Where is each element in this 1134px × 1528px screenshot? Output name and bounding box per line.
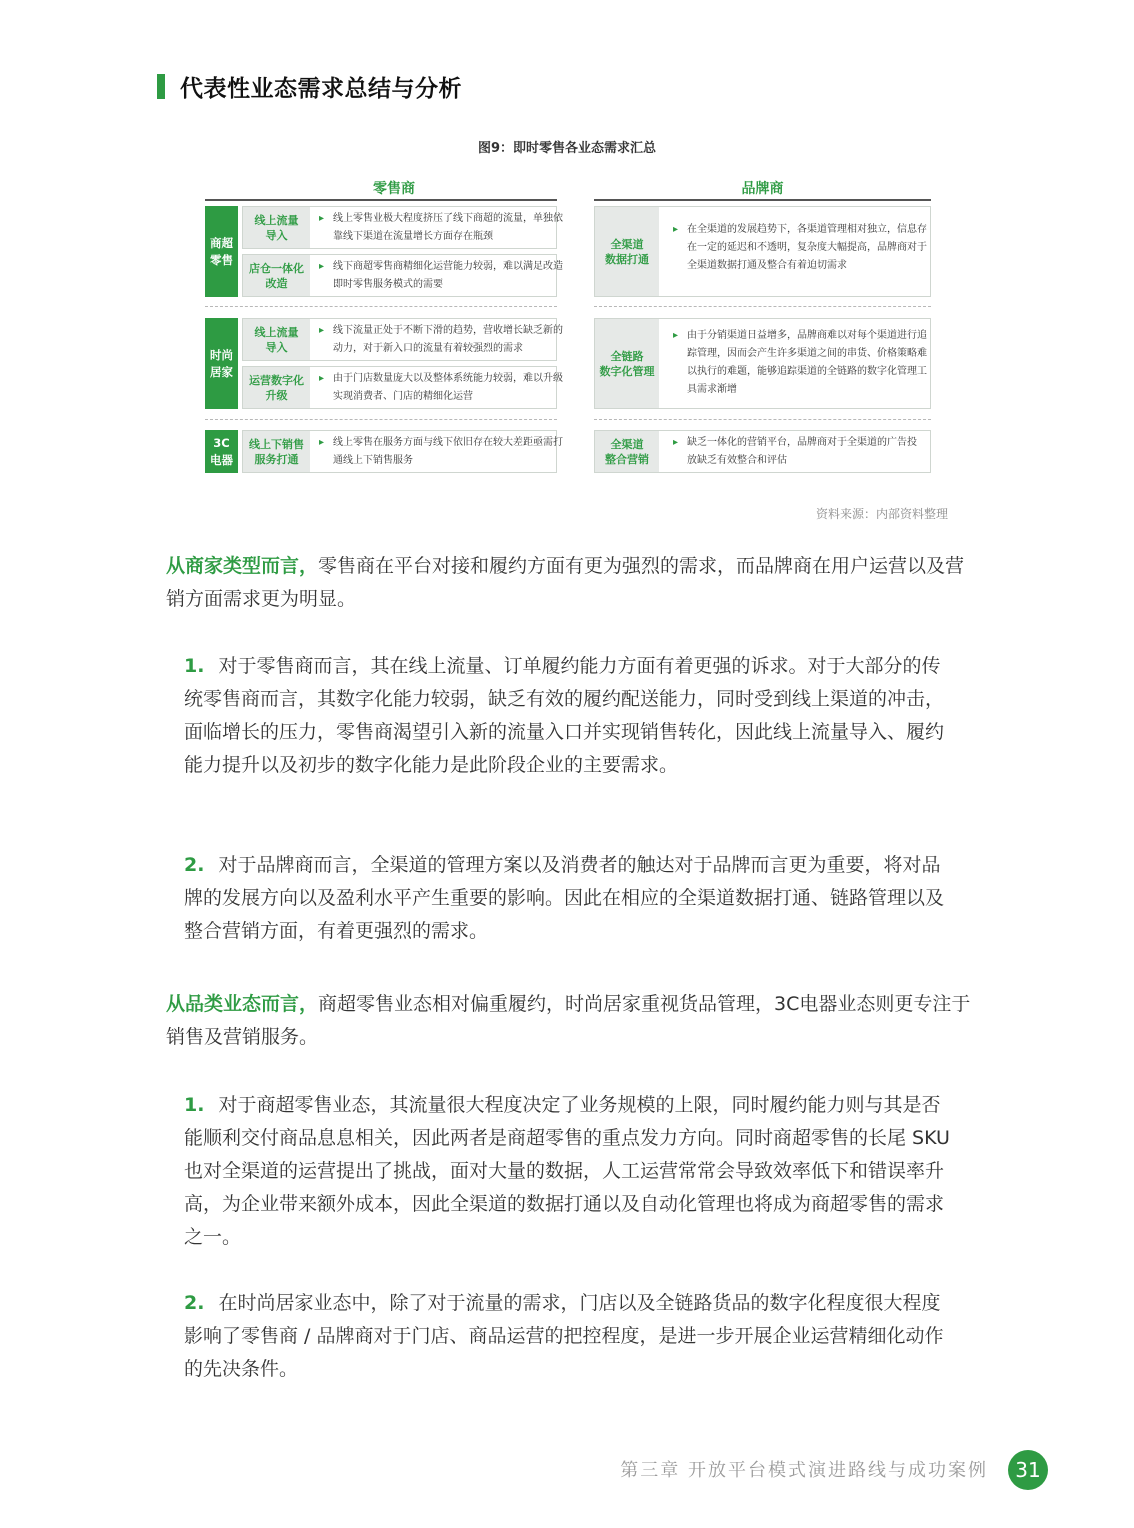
item-label: 全渠道 整合营销	[595, 431, 659, 472]
retailer-item	[242, 254, 563, 297]
list-text: 对于零售商而言，其在线上流量、订单履约能力方面有着更强的诉求。对于大部分的传统零售商而言，其数字化能力较弱，缺乏有效的履约配送能力，同时受到线上渠道的冲击，面临增长的压力，零售商渴望引入新的流量入口并实现销售转化，因此线上流量导入、履约能力提升以及初步的数字化能力是此阶段企业的主要需求。	[184, 655, 945, 776]
item-label: 线上下销售 服务打通	[243, 431, 310, 472]
item-text: ▸ 由于门店数量庞大以及整体系统能力较弱，难以升级 实现消费者、门店的精细化运营	[319, 370, 563, 406]
list-number: 1.	[184, 655, 205, 677]
item-text: ▸ 在全渠道的发展趋势下，各渠道管理相对独立，信息存在一定的延迟和不透明，复杂度大幅提高，品牌商对于全渠道数据打通及整合有着迫切需求	[673, 221, 935, 275]
figure-source: 资料来源：内部资料整理	[815, 507, 948, 521]
footer-chapter: 第三章 开放平台模式演进路线与成功案例	[620, 1460, 988, 1481]
paragraph-text: 零售商在平台对接和履约方面有更为强烈的需求，而品牌商在用户运营以及营销方面需求更为明显。	[166, 555, 965, 610]
heading-accent-bar	[157, 74, 165, 99]
brand-column-title: 品牌商	[741, 181, 784, 197]
brand-item	[594, 430, 931, 473]
item-label: 运营数字化 升级	[243, 367, 310, 408]
item-label: 线上流量 导入	[243, 319, 310, 360]
retailer-column-rule	[205, 199, 557, 201]
page-number: 31	[1008, 1450, 1048, 1490]
group-separator	[594, 306, 931, 307]
item-text: ▸ 线下流量正处于不断下滑的趋势，营收增长缺乏新的动力，对于新入口的流量有着较强烈的需求	[319, 322, 563, 358]
item-label: 线上流量 导入	[243, 207, 310, 248]
list-item	[184, 1287, 956, 1386]
lead-phrase: 从品类业态而言，	[166, 993, 319, 1015]
group-separator	[205, 306, 557, 307]
section-heading: 代表性业态需求总结与分析	[180, 76, 462, 102]
brand-item	[594, 318, 931, 409]
list-number: 1.	[184, 1094, 205, 1116]
retailer-item	[242, 430, 563, 473]
list-text: 在时尚居家业态中，除了对于流量的需求，门店以及全链路货品的数字化程度很大程度影响了零售商 / 品牌商对于门店、商品运营的把控程度，是进一步开展企业运营精细化动作的先决条件。	[184, 1292, 944, 1380]
list-text: 对于商超零售业态，其流量很大程度决定了业务规模的上限，同时履约能力则与其是否能顺利交付商品息息相关，因此两者是商超零售的重点发力方向。同时商超零售的长尾 SKU 也对全渠道的运营提出了挑战，面对大量的数据，人工运营常常会导致效率低下和错误率升高，为企业带来额外成本，因此全渠道的数据打通以及自动化管理也将成为商超零售的需求之一。	[184, 1094, 950, 1248]
item-text: ▸ 线上零售在服务方面与线下依旧存在较大差距亟需打通线上下销售服务	[319, 434, 563, 470]
paragraph-text: 商超零售业态相对偏重履约，时尚居家重视货品管理，3C电器业态则更专注于销售及营销服务。	[166, 993, 971, 1048]
list-text: 对于品牌商而言，全渠道的管理方案以及消费者的触达对于品牌而言更为重要，将对品牌的发展方向以及盈利水平产生重要的影响。因此在相应的全渠道数据打通、链路管理以及整合营销方面，有着更强烈的需求。	[184, 854, 945, 942]
item-text: ▸ 缺乏一体化的营销平台，品牌商对于全渠道的广告投放缺乏有效整合和评估	[673, 434, 925, 470]
lead-phrase: 从商家类型而言，	[166, 555, 319, 577]
item-text: ▸ 由于分销渠道日益增多，品牌商难以对每个渠道进行追踪管理，因而会产生许多渠道之间的串货、价格策略难以执行的难题，能够追踪渠道的全链路的数字化管理工具需求渐增	[673, 327, 935, 399]
item-label: 全链路 数字化管理	[595, 319, 659, 408]
paragraph-merchant-type	[166, 550, 976, 616]
list-number: 2.	[184, 854, 205, 876]
item-label: 店仓一体化 改造	[243, 255, 310, 296]
list-item	[184, 849, 956, 948]
list-item	[184, 650, 956, 782]
brand-column-rule	[594, 199, 931, 201]
retailer-item	[242, 366, 563, 409]
item-label: 全渠道 数据打通	[595, 207, 659, 296]
paragraph-category	[166, 988, 976, 1054]
item-text: ▸ 线上零售业极大程度挤压了线下商超的流量，单独依靠线下渠道在流量增长方面存在瓶颈	[319, 210, 563, 246]
group-label-supermarket: 商超 零售	[205, 206, 238, 297]
brand-item	[594, 206, 931, 297]
list-item	[184, 1089, 956, 1254]
group-separator	[205, 419, 557, 420]
retailer-item	[242, 206, 563, 249]
retailer-column-title: 零售商	[373, 181, 415, 197]
figure-title: 图9：即时零售各业态需求汇总	[477, 141, 657, 156]
group-label-fashion-home: 时尚 居家	[205, 318, 238, 409]
retailer-item	[242, 318, 563, 361]
group-label-3c: 3C 电器	[205, 430, 238, 473]
list-number: 2.	[184, 1292, 205, 1314]
item-text: ▸ 线下商超零售商精细化运营能力较弱，难以满足改造 即时零售服务模式的需要	[319, 258, 563, 294]
group-separator	[594, 419, 931, 420]
